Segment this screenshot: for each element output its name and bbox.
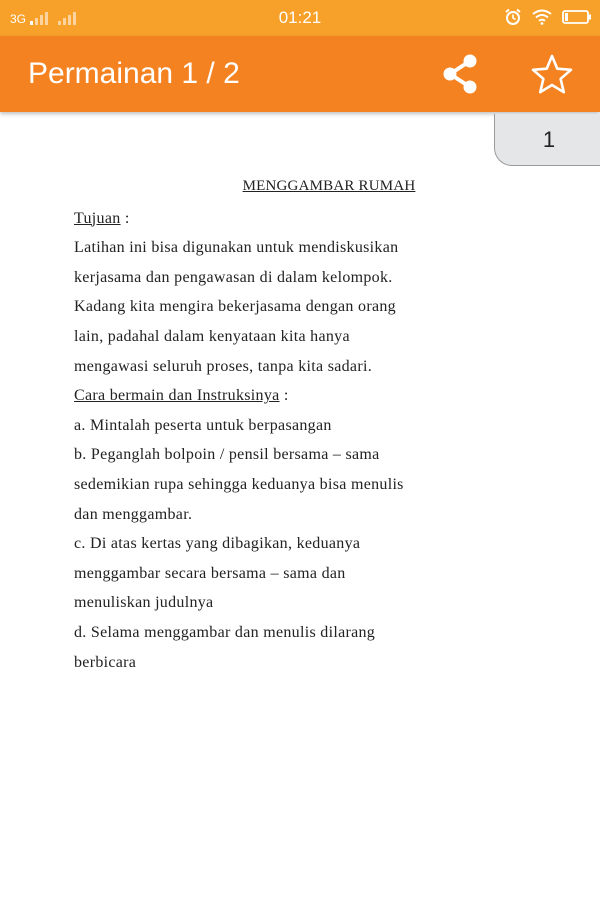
text-line: lain, padahal dalam kenyataan kita hanya [74, 327, 350, 345]
text-line: c. Di atas kertas yang dibagikan, keduanya [74, 535, 361, 553]
text-line: mengawasi seluruh proses, tanpa kita sadari. [74, 357, 373, 375]
star-outline-icon [528, 52, 576, 96]
favorite-button[interactable] [528, 52, 576, 96]
instructions-heading: Cara bermain dan Instruksinya [74, 387, 280, 405]
text-line: a. Mintalah peserta untuk berpasangan [74, 416, 332, 434]
share-button[interactable] [436, 52, 484, 96]
text-line: Kadang kita mengira bekerjasama dengan orang [74, 298, 396, 316]
instructions-heading-suffix: : [279, 387, 289, 405]
goal-heading-suffix: : [120, 209, 130, 227]
app-bar [0, 36, 600, 112]
alarm-icon [504, 8, 522, 31]
text-line: b. Peganglah bolpoin / pensil bersama – sama [74, 446, 380, 464]
wifi-icon [532, 9, 552, 30]
text-line: dan menggambar. [74, 505, 193, 523]
status-icons [504, 8, 592, 31]
document-title: MENGGAMBAR RUMAH [242, 178, 416, 194]
clock: 01:21 [278, 8, 322, 27]
document-content [74, 172, 534, 677]
goal-heading-line [74, 204, 534, 234]
page-title: Permainan 1 / 2 [28, 57, 240, 90]
text-line: menggambar secara bersama – sama dan [74, 564, 346, 582]
goal-heading: Tujuan [74, 209, 121, 227]
text-line: berbicara [74, 653, 137, 671]
text-line: Latihan ini bisa digunakan untuk mendiskusikan [74, 239, 399, 257]
text-line: d. Selama menggambar dan menulis dilarang [74, 623, 376, 641]
text-line: kerjasama dan pengawasan di dalam kelompok. [74, 268, 393, 286]
instructions-heading-line [74, 381, 534, 411]
network-type: 3G [10, 12, 27, 26]
share-icon [436, 52, 484, 96]
text-line: sedemikian rupa sehingga keduanya bisa menulis [74, 475, 404, 493]
page-number-tab[interactable]: 1 [494, 114, 600, 166]
status-bar [0, 0, 600, 36]
battery-icon [562, 9, 592, 30]
text-line: menuliskan judulnya [74, 594, 214, 612]
